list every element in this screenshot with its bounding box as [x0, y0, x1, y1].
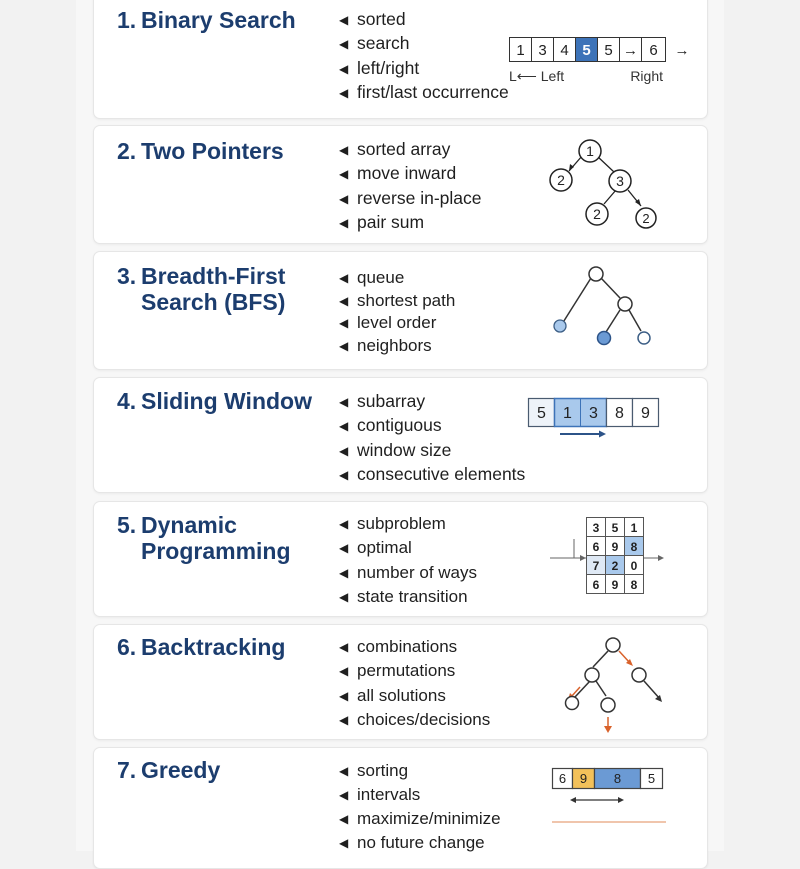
card-title — [117, 7, 337, 33]
left-triangle-icon: ◀ — [339, 143, 349, 157]
left-triangle-icon: ◀ — [339, 443, 349, 458]
keyword-item — [339, 512, 477, 536]
left-triangle-icon: ◀ — [339, 664, 349, 679]
backtracking-tree-illustration — [556, 633, 676, 733]
tree-node — [589, 267, 603, 281]
keyword-text: state transition — [357, 586, 468, 606]
keyword-text: shortest path — [357, 290, 456, 310]
card-number: 4. — [117, 388, 137, 414]
left-triangle-icon: ◀ — [339, 316, 349, 330]
left-label: L⟵ Left — [509, 68, 565, 84]
arrow-head-icon — [599, 431, 606, 438]
keyword-list — [339, 635, 490, 732]
keyword-item — [339, 312, 455, 335]
card-title-text: Two Pointers — [141, 138, 284, 164]
left-triangle-icon: ◀ — [339, 61, 349, 76]
left-triangle-icon: ◀ — [339, 688, 349, 703]
left-triangle-icon: ◀ — [339, 338, 349, 353]
keyword-text: reverse in-place — [357, 187, 482, 208]
arrow-head-icon — [580, 555, 586, 561]
card-two-pointers — [93, 125, 708, 244]
cell-value: 6 — [558, 771, 567, 786]
left-triangle-icon: ◀ — [339, 167, 349, 182]
cell-value: 6 — [592, 540, 600, 554]
card-bfs — [93, 251, 708, 370]
keyword-item — [339, 783, 501, 807]
left-triangle-icon: ◀ — [339, 215, 349, 230]
keyword-item — [339, 211, 482, 235]
cell-value: 6 — [649, 42, 658, 59]
card-sliding-window — [93, 377, 708, 493]
keyword-item — [339, 585, 477, 609]
left-triangle-icon: ◀ — [339, 271, 349, 285]
right-label: Right — [630, 68, 663, 84]
keyword-item — [339, 659, 490, 683]
keyword-list — [339, 267, 455, 357]
cell-value: 1 — [516, 42, 525, 59]
tree-node — [601, 698, 615, 712]
cell-value: 5 — [537, 405, 546, 422]
left-triangle-icon: ◀ — [339, 640, 349, 654]
keyword-text: no future change — [357, 833, 485, 852]
tree-node-highlighted — [598, 332, 611, 345]
arrow-head-icon — [658, 555, 664, 561]
keyword-text: maximize/minimize — [357, 809, 501, 828]
cell-value: 7 — [592, 559, 600, 573]
cell-value: 5 — [582, 42, 591, 59]
keyword-text: all solutions — [357, 685, 446, 705]
keyword-text: queue — [357, 268, 405, 287]
left-triangle-icon: ◀ — [339, 541, 349, 556]
keyword-item — [339, 32, 509, 56]
keyword-text: sorting — [357, 761, 409, 780]
keyword-item — [339, 635, 490, 659]
keyword-text: consecutive elements — [357, 463, 526, 484]
cell-value: 3 — [592, 521, 600, 535]
two-pointers-tree-illustration — [544, 136, 664, 236]
keyword-text: first/last occurrence — [357, 81, 509, 102]
bfs-tree-illustration — [549, 264, 659, 349]
keyword-text: level order — [357, 313, 437, 332]
card-backtracking — [93, 624, 708, 740]
cell-value: 4 — [560, 42, 569, 59]
cell-value: 2 — [611, 559, 619, 573]
tree-node — [606, 638, 620, 652]
left-triangle-icon: ◀ — [339, 191, 349, 206]
keyword-text: window size — [357, 439, 452, 460]
dp-table-illustration — [546, 516, 676, 606]
card-title — [117, 757, 337, 783]
keyword-item — [339, 759, 501, 783]
card-title-text: Dynamic — [141, 512, 237, 538]
left-triangle-icon: ◀ — [339, 13, 349, 27]
card-title-text: Binary Search — [141, 7, 296, 33]
card-number: 1. — [117, 7, 137, 33]
keyword-text: sorted array — [357, 139, 451, 159]
arrow-head-icon — [570, 797, 576, 803]
tree-node — [638, 332, 650, 344]
keyword-text: sorted — [357, 9, 406, 29]
left-triangle-icon: ◀ — [339, 293, 349, 308]
keyword-text: permutations — [357, 661, 456, 681]
node-value: 1 — [586, 143, 594, 159]
keyword-list — [339, 8, 509, 105]
cell-value: 6 — [592, 578, 600, 592]
left-triangle-icon: ◀ — [339, 517, 349, 531]
keyword-text: subarray — [357, 391, 426, 411]
keyword-item — [339, 187, 482, 211]
card-title-text: Search (BFS) — [141, 289, 286, 315]
keyword-text: intervals — [357, 785, 421, 804]
arrow-head-icon — [618, 797, 624, 803]
keyword-item — [339, 463, 525, 487]
keyword-text: left/right — [357, 57, 420, 78]
keyword-item — [339, 8, 509, 32]
keyword-text: combinations — [357, 637, 458, 656]
keyword-text: contiguous — [357, 415, 442, 436]
card-title-text: Breadth-First — [141, 263, 286, 289]
left-triangle-icon: ◀ — [339, 395, 349, 409]
keyword-text: optimal — [357, 538, 412, 558]
left-triangle-icon: ◀ — [339, 85, 349, 100]
card-number: 3. — [117, 263, 137, 289]
card-dynamic-programming — [93, 501, 708, 617]
keyword-item — [339, 81, 509, 105]
cell-value: 1 — [563, 405, 572, 422]
keyword-item — [339, 536, 477, 560]
card-title-text: Sliding Window — [141, 388, 312, 414]
card-title-text: Backtracking — [141, 634, 286, 660]
left-triangle-icon: ◀ — [339, 712, 349, 727]
keyword-text: number of ways — [357, 562, 477, 582]
keyword-text: subproblem — [357, 514, 446, 533]
left-triangle-icon: ◀ — [339, 836, 349, 850]
left-triangle-icon: ◀ — [339, 589, 349, 604]
binary-search-illustration — [507, 35, 697, 91]
card-number: 5. — [117, 512, 137, 538]
left-triangle-icon: ◀ — [339, 764, 349, 778]
keyword-item — [339, 57, 509, 81]
cell-value: 8 — [630, 540, 638, 554]
keyword-list — [339, 759, 501, 855]
keyword-item — [339, 138, 482, 162]
card-title-text: Programming — [141, 538, 291, 564]
card-title — [117, 138, 337, 164]
card-number: 7. — [117, 757, 137, 783]
card-number: 6. — [117, 634, 137, 660]
node-value: 2 — [593, 206, 601, 222]
card-title — [117, 388, 347, 414]
card-binary-search — [93, 0, 708, 119]
cell-value: 9 — [579, 771, 588, 786]
cell-value: 8 — [615, 405, 624, 422]
keyword-item — [339, 414, 525, 438]
keyword-item — [339, 708, 490, 732]
cell-value: 8 — [613, 771, 622, 786]
tree-node — [618, 297, 632, 311]
tree-node — [632, 668, 646, 682]
node-value: 2 — [557, 172, 565, 188]
keyword-item — [339, 807, 501, 831]
keyword-text: choices/decisions — [357, 709, 491, 729]
keyword-list — [339, 138, 482, 235]
keyword-item — [339, 831, 501, 855]
cell-value: 8 — [630, 578, 638, 592]
left-triangle-icon: ◀ — [339, 788, 349, 802]
cell-value: → — [623, 42, 638, 59]
tree-node — [585, 668, 599, 682]
node-value: 3 — [616, 173, 624, 189]
card-title — [117, 512, 337, 564]
tree-node — [566, 697, 579, 710]
cell-value: 1 — [630, 521, 638, 535]
left-triangle-icon: ◀ — [339, 565, 349, 580]
card-title — [117, 263, 337, 315]
cell-value: 5 — [647, 771, 656, 786]
cell-value: 5 — [604, 42, 613, 59]
keyword-item — [339, 561, 477, 585]
keyword-text: move inward — [357, 163, 457, 184]
left-triangle-icon: ◀ — [339, 812, 349, 826]
cell-value: 3 — [589, 405, 598, 422]
keyword-item — [339, 335, 455, 358]
keyword-item — [339, 439, 525, 463]
cell-value: 5 — [611, 521, 619, 535]
keyword-item — [339, 684, 490, 708]
cell-value: 9 — [611, 540, 619, 554]
keyword-list — [339, 512, 477, 609]
cell-value: 0 — [630, 559, 638, 573]
card-title-text: Greedy — [141, 757, 221, 783]
left-triangle-icon: ◀ — [339, 37, 349, 52]
right-arrow-icon: → — [674, 42, 690, 59]
keyword-text: neighbors — [357, 335, 432, 355]
keyword-item — [339, 390, 525, 414]
cell-value: 9 — [611, 578, 619, 592]
left-triangle-icon: ◀ — [339, 419, 349, 434]
node-value: 2 — [642, 211, 650, 226]
keyword-text: pair sum — [357, 211, 425, 232]
cell-value: 9 — [641, 405, 650, 422]
card-title — [117, 634, 337, 660]
keyword-text: search — [357, 33, 410, 54]
keyword-list — [339, 390, 525, 487]
greedy-intervals-illustration — [550, 766, 674, 826]
sliding-window-illustration — [526, 396, 666, 440]
left-triangle-icon: ◀ — [339, 467, 349, 482]
cell-value: 3 — [538, 42, 547, 59]
tree-node — [554, 320, 566, 332]
keyword-item — [339, 267, 455, 290]
card-number: 2. — [117, 138, 137, 164]
keyword-item — [339, 290, 455, 313]
keyword-item — [339, 162, 482, 186]
